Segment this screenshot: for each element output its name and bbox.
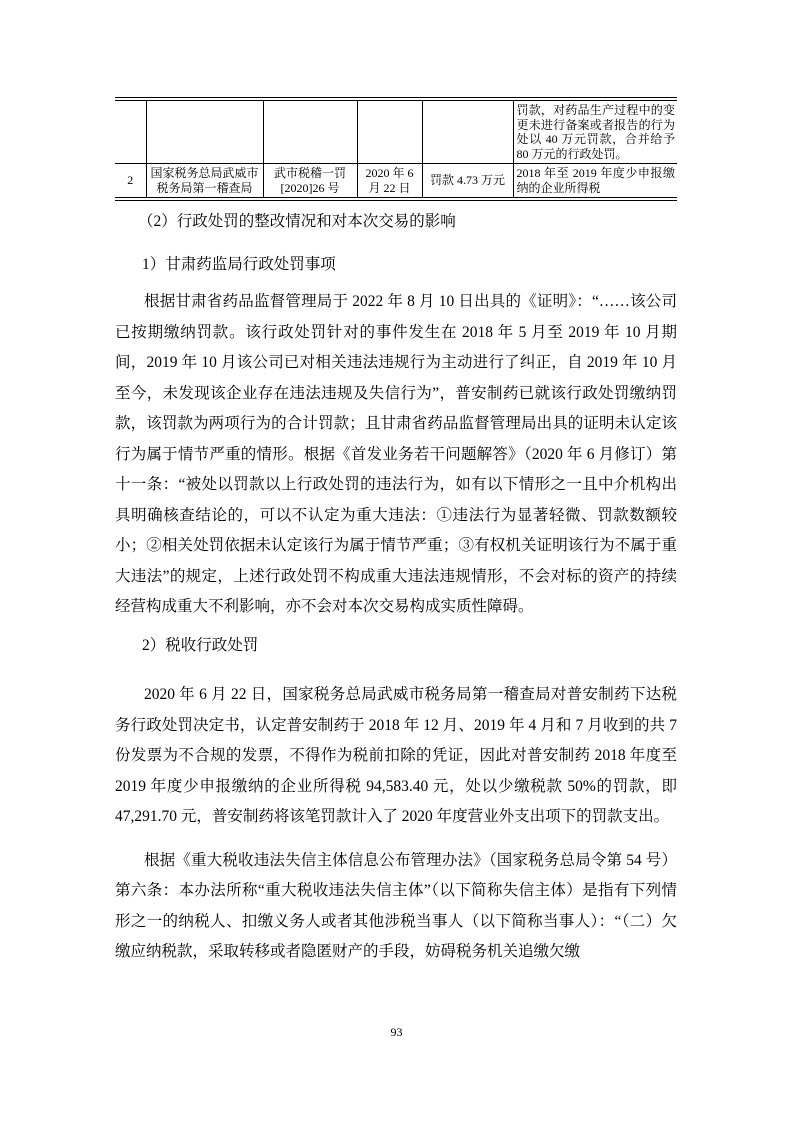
- cell-doc-no: 武市税稽一罚 [2020]26 号: [263, 164, 357, 200]
- table-row-2: [115, 164, 677, 200]
- cell-penalty: 罚款 4.73 万元: [422, 164, 513, 200]
- administrative-penalty-table: [115, 97, 677, 201]
- subheading-tax-penalty: 2）税收行政处罚: [142, 636, 259, 654]
- page-content: [115, 0, 677, 968]
- cell-doc-no: [263, 99, 357, 164]
- cell-seq: [115, 99, 146, 164]
- cell-authority: [146, 99, 263, 164]
- page-number: 93: [390, 1025, 403, 1039]
- paragraph-tax-regulation: 根据《重大税收违法失信主体信息公布管理办法》（国家税务总局令第 54 号）第六条：本办法所称“重大税收违法失信主体”（以下简称失信主体）是指有下列情形之一的纳税人、扣缴义务人或者其他涉税当事人（以下简称当事人）：“（二）欠缴应纳税款，采取转移或者隐匿财产的手段，妨碍税务机关追缴欠缴: [115, 851, 677, 960]
- section-heading-rectification: （2）行政处罚的整改情况和对本次交易的影响: [138, 213, 456, 230]
- cell-seq: 2: [115, 164, 146, 200]
- cell-penalty: [422, 99, 513, 164]
- cell-reason: 罚款，对药品生产过程中的变更未进行备案或者报告的行为处以 40 万元罚款，合并给予 80 万元的行政处罚。: [513, 99, 677, 164]
- paragraph-tax-penalty-decision: 2020 年 6 月 22 日，国家税务总局武威市税务局第一稽查局对普安制药下达税务行政处罚决定书，认定普安制药于 2018 年 12 月、2019 年 4 月和 7 月收到的共 7 份发票为不合规的发票，不得作为税前扣除的凭证，因此对普安制药 2018 年度至 2019 年度少申报缴纳的企业所得税 94,583.40 元，处以少缴税款 50%的罚款，即 47,291.70 元，普安制药将该笔罚款计入了 2020 年度营业外支出项下的罚款支出。: [115, 686, 677, 825]
- table-row-continuation: [115, 99, 677, 164]
- cell-date: [357, 99, 422, 164]
- paragraph-gansu-certificate: 根据甘肃省药品监督管理局于 2022 年 8 月 10 日出具的《证明》：“……该公司已按期缴纳罚款。该行政处罚针对的事件发生在 2018 年 5 月至 2019 年 10 月期间，2019 年 10 月该公司已对相关违法违规行为主动进行了纠正，自 2019 年 10 月至今，未发现该企业存在违法违规及失信行为”，普安制药已就该行政处罚缴纳罚款，该罚款为两项行为的合计罚款；且甘肃省药品监督管理局出具的证明未认定该行为属于情节严重的情形。根据《首发业务若干问题解答》（2020 年 6 月修订）第十一条：“被处以罚款以上行政处罚的违法行为，如有以下情形之一且中介机构出具明确核查结论的，可以不认定为重大违法：①违法行为显著轻微、罚款数额较小；②相关处罚依据未认定该行为属于情节严重；③有权机关证明该行为不属于重大违法”的规定，上述行政处罚不构成重大违法违规情形，不会对标的资产的持续经营构成重大不利影响，亦不会对本次交易构成实质性障碍。: [115, 293, 677, 615]
- subheading-gansu-drug-admin-penalty: 1）甘肃药监局行政处罚事项: [142, 255, 336, 273]
- cell-date: 2020 年 6 月 22 日: [357, 164, 422, 200]
- cell-authority: 国家税务总局武威市税务局第一稽查局: [146, 164, 263, 200]
- cell-reason: 2018 年至 2019 年度少申报缴纳的企业所得税: [516, 166, 675, 195]
